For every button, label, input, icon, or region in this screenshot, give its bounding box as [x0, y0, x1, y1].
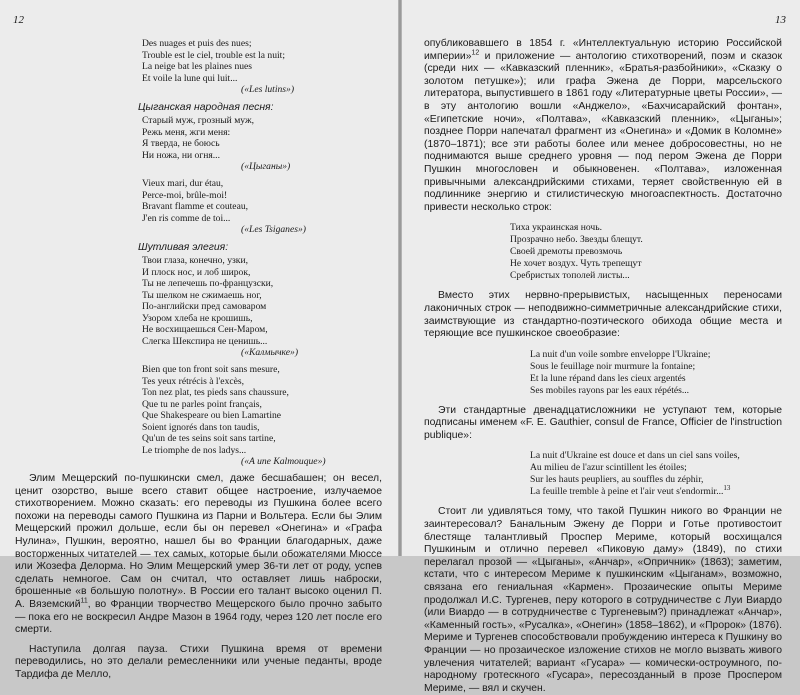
verse-line: Et voile la lune qui luit... — [142, 72, 238, 84]
poem-les-tsiganes — [142, 178, 382, 224]
body-paragraph: Наступила долгая пауза. Стихи Пушкина время от времени переводились, но это делали ремесленники или ученые педанты, вроде Тардифа де Мелло, — [15, 643, 382, 680]
poem-attribution: («Цыганы») — [241, 161, 291, 172]
verse-line: Et la lune répand dans les cieux argentés — [530, 372, 686, 384]
verse-line: Тиха украинская ночь. — [510, 222, 602, 234]
verse-line: Ты не лепечешь по-французски, — [142, 278, 274, 289]
footnote-marker[interactable]: 11 — [80, 597, 88, 605]
poem-les-lutins — [142, 38, 382, 84]
verse-line: Perce-moi, brûle-moi! — [142, 189, 228, 201]
verse-line: Сребристых тополей листы... — [510, 270, 630, 282]
verse-line: J'en ris comme de toi... — [142, 212, 231, 224]
page-number-right: 13 — [775, 14, 786, 26]
section-heading: Шутливая элегия: — [138, 242, 229, 253]
verse-line: Qu'un de tes seins soit sans tartine, — [142, 433, 276, 444]
verse-line: Узором хлеба не крошишь, — [142, 312, 253, 324]
verse-line: Твои глаза, конечно, узки, — [142, 255, 248, 266]
verse-line: La nuit d'Ukraine est douce et dans un ciel sans voiles, — [530, 450, 740, 462]
verse-line: Vieux mari, dur étau, — [142, 178, 224, 189]
verse-line: Не хочет воздух. Чуть трепещут — [510, 258, 642, 270]
verse-line: Слегка Шекспира не ценишь... — [142, 335, 268, 347]
paragraph-text: Элим Мещерский по-пушкински смел, даже бесшабашен; он весел, ценит озорство, выше всего ставит общее настроение, излучаемое стихотворением. Можно сказать: его переводы из Пушкина более всего похожи на переводы самого Пушкина из Парни и Вольтера. Если бы Элим Мещерский прожил дольше, если бы он перевел «Онегина» и «Графа Нулина», Пушкин, вероятно, нашел бы во Франции благодарных, даже восторженных читателей — тех самых, которые были обожателями Мюссе или Жозефа Делорма. Но Элим Мещерский умер 36-ти лет от роду, успев сделать немногое. Сам он считал, что оставляет лишь наброски, брошенные «в большую полотну». В России его талант высоко оценил П. А. Вяземский — [15, 473, 382, 610]
right-page-content — [424, 38, 782, 695]
verse-line: По-английски пред самоваром — [142, 301, 267, 312]
paragraph-text: и приложение — антологию стихотворений, поэм и сказок (среди них — «Кавказский пленник», «Братья-разбойники», «Сказку о золотом петушке»); или графа Эжена де Порри, марсельского литератора, выпустившего в 1861 году «Литературные цветы России», — в эту антологию вошли «Анджело», «Бахчисарайский фонтан», «Египетские ночи», «Полтава», «Кавказский пленник», «Цыганы»; позднее Порри напечатал фрагмент из «Онегина» и «Домик в Коломне» (1870–1871); все эти работы более или менее добросовестны, но не поднимаются выше среднего уровня — под пером Эжена де Порри Пушкин многословен и обыкновенен. «Полтава», изложенная привычными александрийскими стихами, теряет свойственную ей в подлиннике энергию и стилистическую многоаспектность. Достаточно привести несколько строк: — [424, 50, 782, 213]
body-paragraph: Стоит ли удивляться тому, что такой Пушкин никого во Франции не заинтересовал? Банальным Эжену де Порри и Готье противостоит блестяще талантливый Проспер Мериме, который восхищался Пушкиным и отлично перевел «Пиковую даму» (1849), по стихи перелагал прозой — «Цыганы», «Анчар», «Опричник» (1863); заметим, кстати, что с интересом Мериме к пушкинским «Цыганам», возможно, связана его гениальная «Кармен». Прозаические опыты Мериме продолжал И.С. Тургенев, перу которого в сотрудничестве с Луи Виардо (или Виардо — в сотрудничестве с Тургеневым?) принадлежат «Анчар», «Каменный гость», «Русалка», «Онегин» (1858–1862), и «Пророк» (1876). Мериме и Тургенев способствовали пробуждению интереса к Пушкину во Франции — но прозаическое изложение стихов не могло вызвать живого увлечения читателей; вариант «Гусара» — комически-остроумного, по-народному гротескного «Гусара», пересозданный в прозе Проспером Мериме, — вял и скучен. — [424, 506, 782, 694]
body-paragraph — [15, 473, 382, 637]
verse-line: Le triomphe de nos ladys... — [142, 444, 247, 456]
verse-line: La nuit d'un voile sombre enveloppe l'Ukraine; — [530, 348, 711, 360]
poem-attribution: («Les Tsiganes») — [241, 224, 306, 235]
verse-line: Ты шелком не сжимаешь ног, — [142, 289, 262, 301]
poem-attribution: («Калмычке») — [241, 347, 299, 358]
verse-line: Que tu ne parles point français, — [142, 398, 262, 410]
verse-line: Ни ножа, ни огня... — [142, 149, 220, 161]
verse-line: Я тверда, не боюсь — [142, 138, 220, 149]
verse-line: Soient ignorés dans ton taudis, — [142, 421, 260, 433]
verse-line: Режь меня, жги меня: — [142, 126, 231, 138]
right-page — [402, 0, 800, 694]
footnote-marker[interactable]: 12 — [471, 49, 480, 57]
verse-line: Au milieu de l'azur scintillent les étoiles; — [530, 462, 687, 474]
verse-line: Sous le feuillage noir murmure la fontaine; — [530, 360, 696, 372]
verse-text: La feuille tremble à peine et l'air veut s'endormir... — [530, 486, 724, 498]
verse-line: La neige bat les plaines nues — [142, 61, 253, 72]
verse-line — [530, 486, 782, 498]
verse-line: Не восхищаешься Сен-Маром, — [142, 324, 268, 335]
poem-poltava-ru — [510, 222, 782, 282]
verse-line: Старый муж, грозный муж, — [142, 115, 254, 126]
poem-kalmychke — [142, 255, 382, 347]
verse-line: Ses mobiles rayons par les eaux répétés... — [530, 384, 690, 396]
verse-line: Ton nez plat, tes pieds sans chaussure, — [142, 387, 289, 398]
body-paragraph — [424, 38, 782, 214]
left-page-content — [15, 38, 382, 682]
poem-poltava-porry — [530, 349, 782, 397]
verse-line: Своей дремоты превозмочь — [510, 246, 623, 258]
verse-line: Trouble est le ciel, trouble est la nuit; — [142, 49, 285, 61]
verse-line: Bravant flamme et couteau, — [142, 201, 249, 212]
body-paragraph: Эти стандартные двенадцатисложники не уступают тем, которые подписаны именем «F. E. Gauthier, consul de France, Officier de l'instruction publique»: — [424, 404, 782, 441]
verse-line: И плоск нос, и лоб широк, — [142, 266, 251, 278]
poem-attribution: («A une Kalmouque») — [241, 456, 326, 467]
section-heading: Цыганская народная песня: — [138, 102, 274, 113]
poem-attribution: («Les lutins») — [241, 84, 295, 95]
poem-a-une-kalmouque — [142, 364, 382, 456]
verse-line: Des nuages et puis des nues; — [142, 38, 252, 49]
verse-line: Sur les hauts peupliers, au souffles du zéphir, — [530, 474, 704, 486]
left-page — [0, 0, 398, 680]
verse-line: Bien que ton front soit sans mesure, — [142, 364, 280, 375]
poem-tsygany-ru — [142, 115, 382, 161]
paragraph-text: , во Франции творчество Мещерского было прочно забыто — пока его не воскресил Андре Мазон в 1964 году, через 120 лет после его смерти. — [15, 598, 382, 636]
paragraph-text: опубликовавшего в 1854 г. «Интеллектуальную историю Российской империи» — [424, 38, 782, 62]
page-number-left: 12 — [13, 14, 24, 26]
footnote-marker[interactable]: 13 — [723, 484, 731, 493]
verse-line: Tes yeux rétrécis à l'excès, — [142, 375, 245, 387]
verse-line: Que Shakespeare ou bien Lamartine — [142, 410, 282, 421]
body-paragraph: Вместо этих нервно-прерывистых, насыщенных переносами лаконичных строк — неподвижно-симметричные александрийские стихи, заимствующие из стандартно-поэтического обихода общие места и теряющие все пушкинское своеобразие: — [424, 290, 782, 340]
verse-line: Прозрачно небо. Звезды блещут. — [510, 234, 643, 246]
poem-poltava-gauthier — [530, 450, 782, 498]
